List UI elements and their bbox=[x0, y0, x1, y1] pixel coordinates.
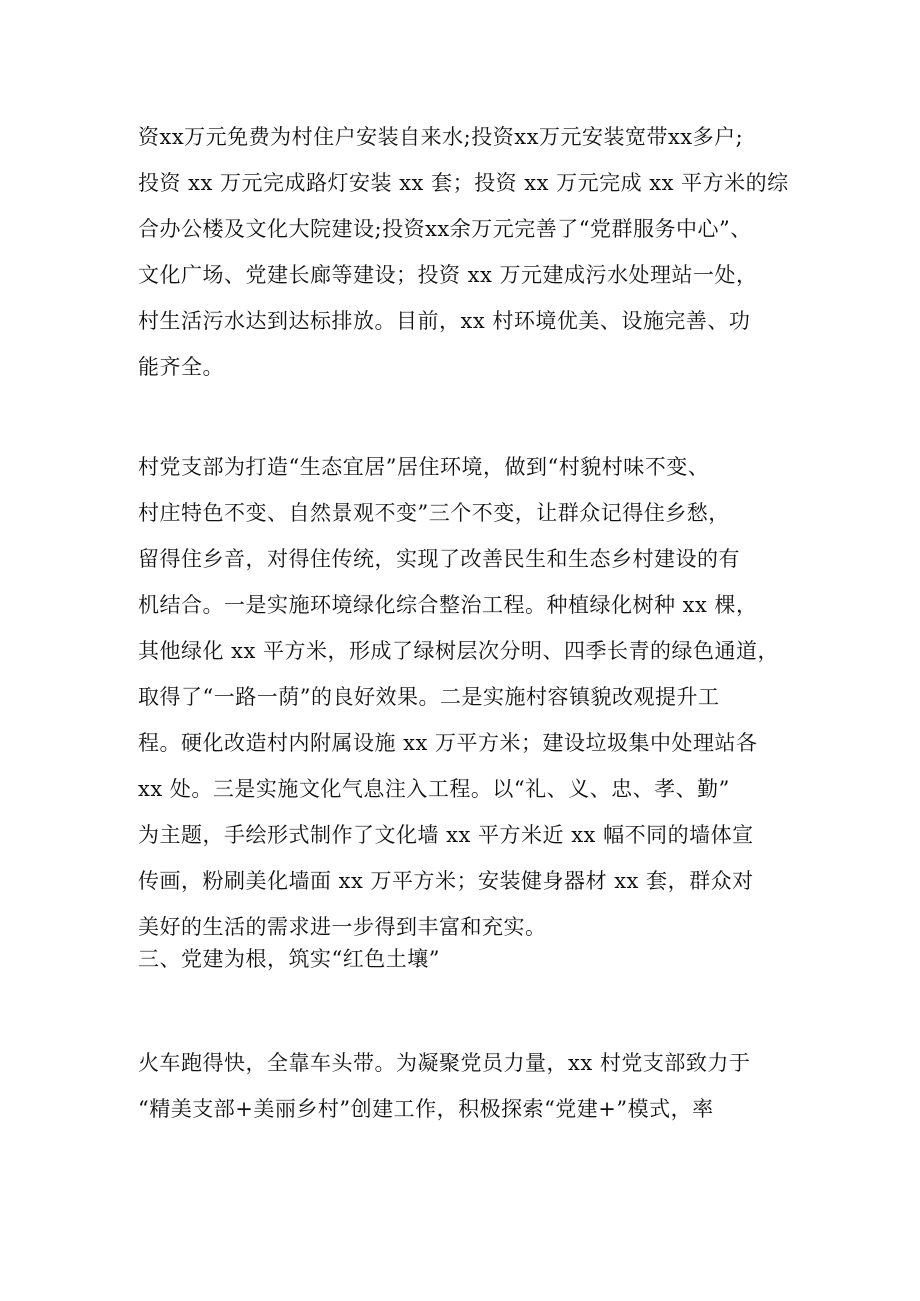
paragraph-line: 美好的生活的需求进一步得到丰富和充实。 bbox=[138, 915, 547, 939]
paragraph-line: “精美支部+美丽乡村”创建工作，积极探索“党建+”模式，率 bbox=[138, 1097, 714, 1121]
paragraph-line: 村生活污水达到达标排放。目前，xx 村环境优美、设施完善、功 bbox=[138, 309, 751, 333]
paragraph-line: 取得了“一路一荫”的良好效果。二是实施村容镇貌改观提升工 bbox=[138, 685, 720, 709]
paragraph-line: 文化广场、党建长廊等建设；投资 xx 万元建成污水处理站一处， bbox=[138, 263, 758, 287]
paragraph-line: 资xx万元免费为村住户安装自来水;投资xx万元安装宽带xx多户; bbox=[138, 125, 744, 149]
paragraph-line: 机结合。一是实施环境绿化综合整治工程。种植绿化树种 xx 棵， bbox=[138, 593, 758, 617]
paragraph-line: 其他绿化 xx 平方米，形成了绿树层次分明、四季长青的绿色通道， bbox=[138, 639, 780, 663]
paragraph-line: 传画，粉刷美化墙面 xx 万平方米；安装健身器材 xx 套，群众对 bbox=[138, 869, 754, 893]
paragraph-line: 合办公楼及文化大院建设;投资xx余万元完善了“党群服务中心”、 bbox=[138, 217, 752, 241]
paragraph-line: 留得住乡音，对得住传统，实现了改善民生和生态乡村建设的有 bbox=[138, 547, 740, 571]
paragraph-line: 火车跑得快，全靠车头带。为凝聚党员力量，xx 村党支部致力于 bbox=[138, 1051, 751, 1075]
paragraph-line: 村党支部为打造“生态宜居”居住环境，做到“村貌村味不变、 bbox=[138, 455, 710, 479]
paragraph-line: 投资 xx 万元完成路灯安装 xx 套；投资 xx 万元完成 xx 平方米的综 bbox=[138, 171, 789, 195]
paragraph-line: 程。硬化改造村内附属设施 xx 万平方米；建设垃圾集中处理站各 bbox=[138, 731, 758, 755]
paragraph-line: 能齐全。 bbox=[138, 355, 224, 379]
paragraph-line: 村庄特色不变、自然景观不变”三个不变，让群众记得住乡愁， bbox=[138, 501, 730, 525]
paragraph-line: xx 处。三是实施文化气息注入工程。以“礼、义、忠、孝、勤” bbox=[138, 777, 730, 801]
paragraph-line: 为主题，手绘形式制作了文化墙 xx 平方米近 xx 幅不同的墙体宣 bbox=[138, 823, 754, 847]
section-heading: 三、党建为根，筑实“红色土壤” bbox=[138, 947, 440, 971]
